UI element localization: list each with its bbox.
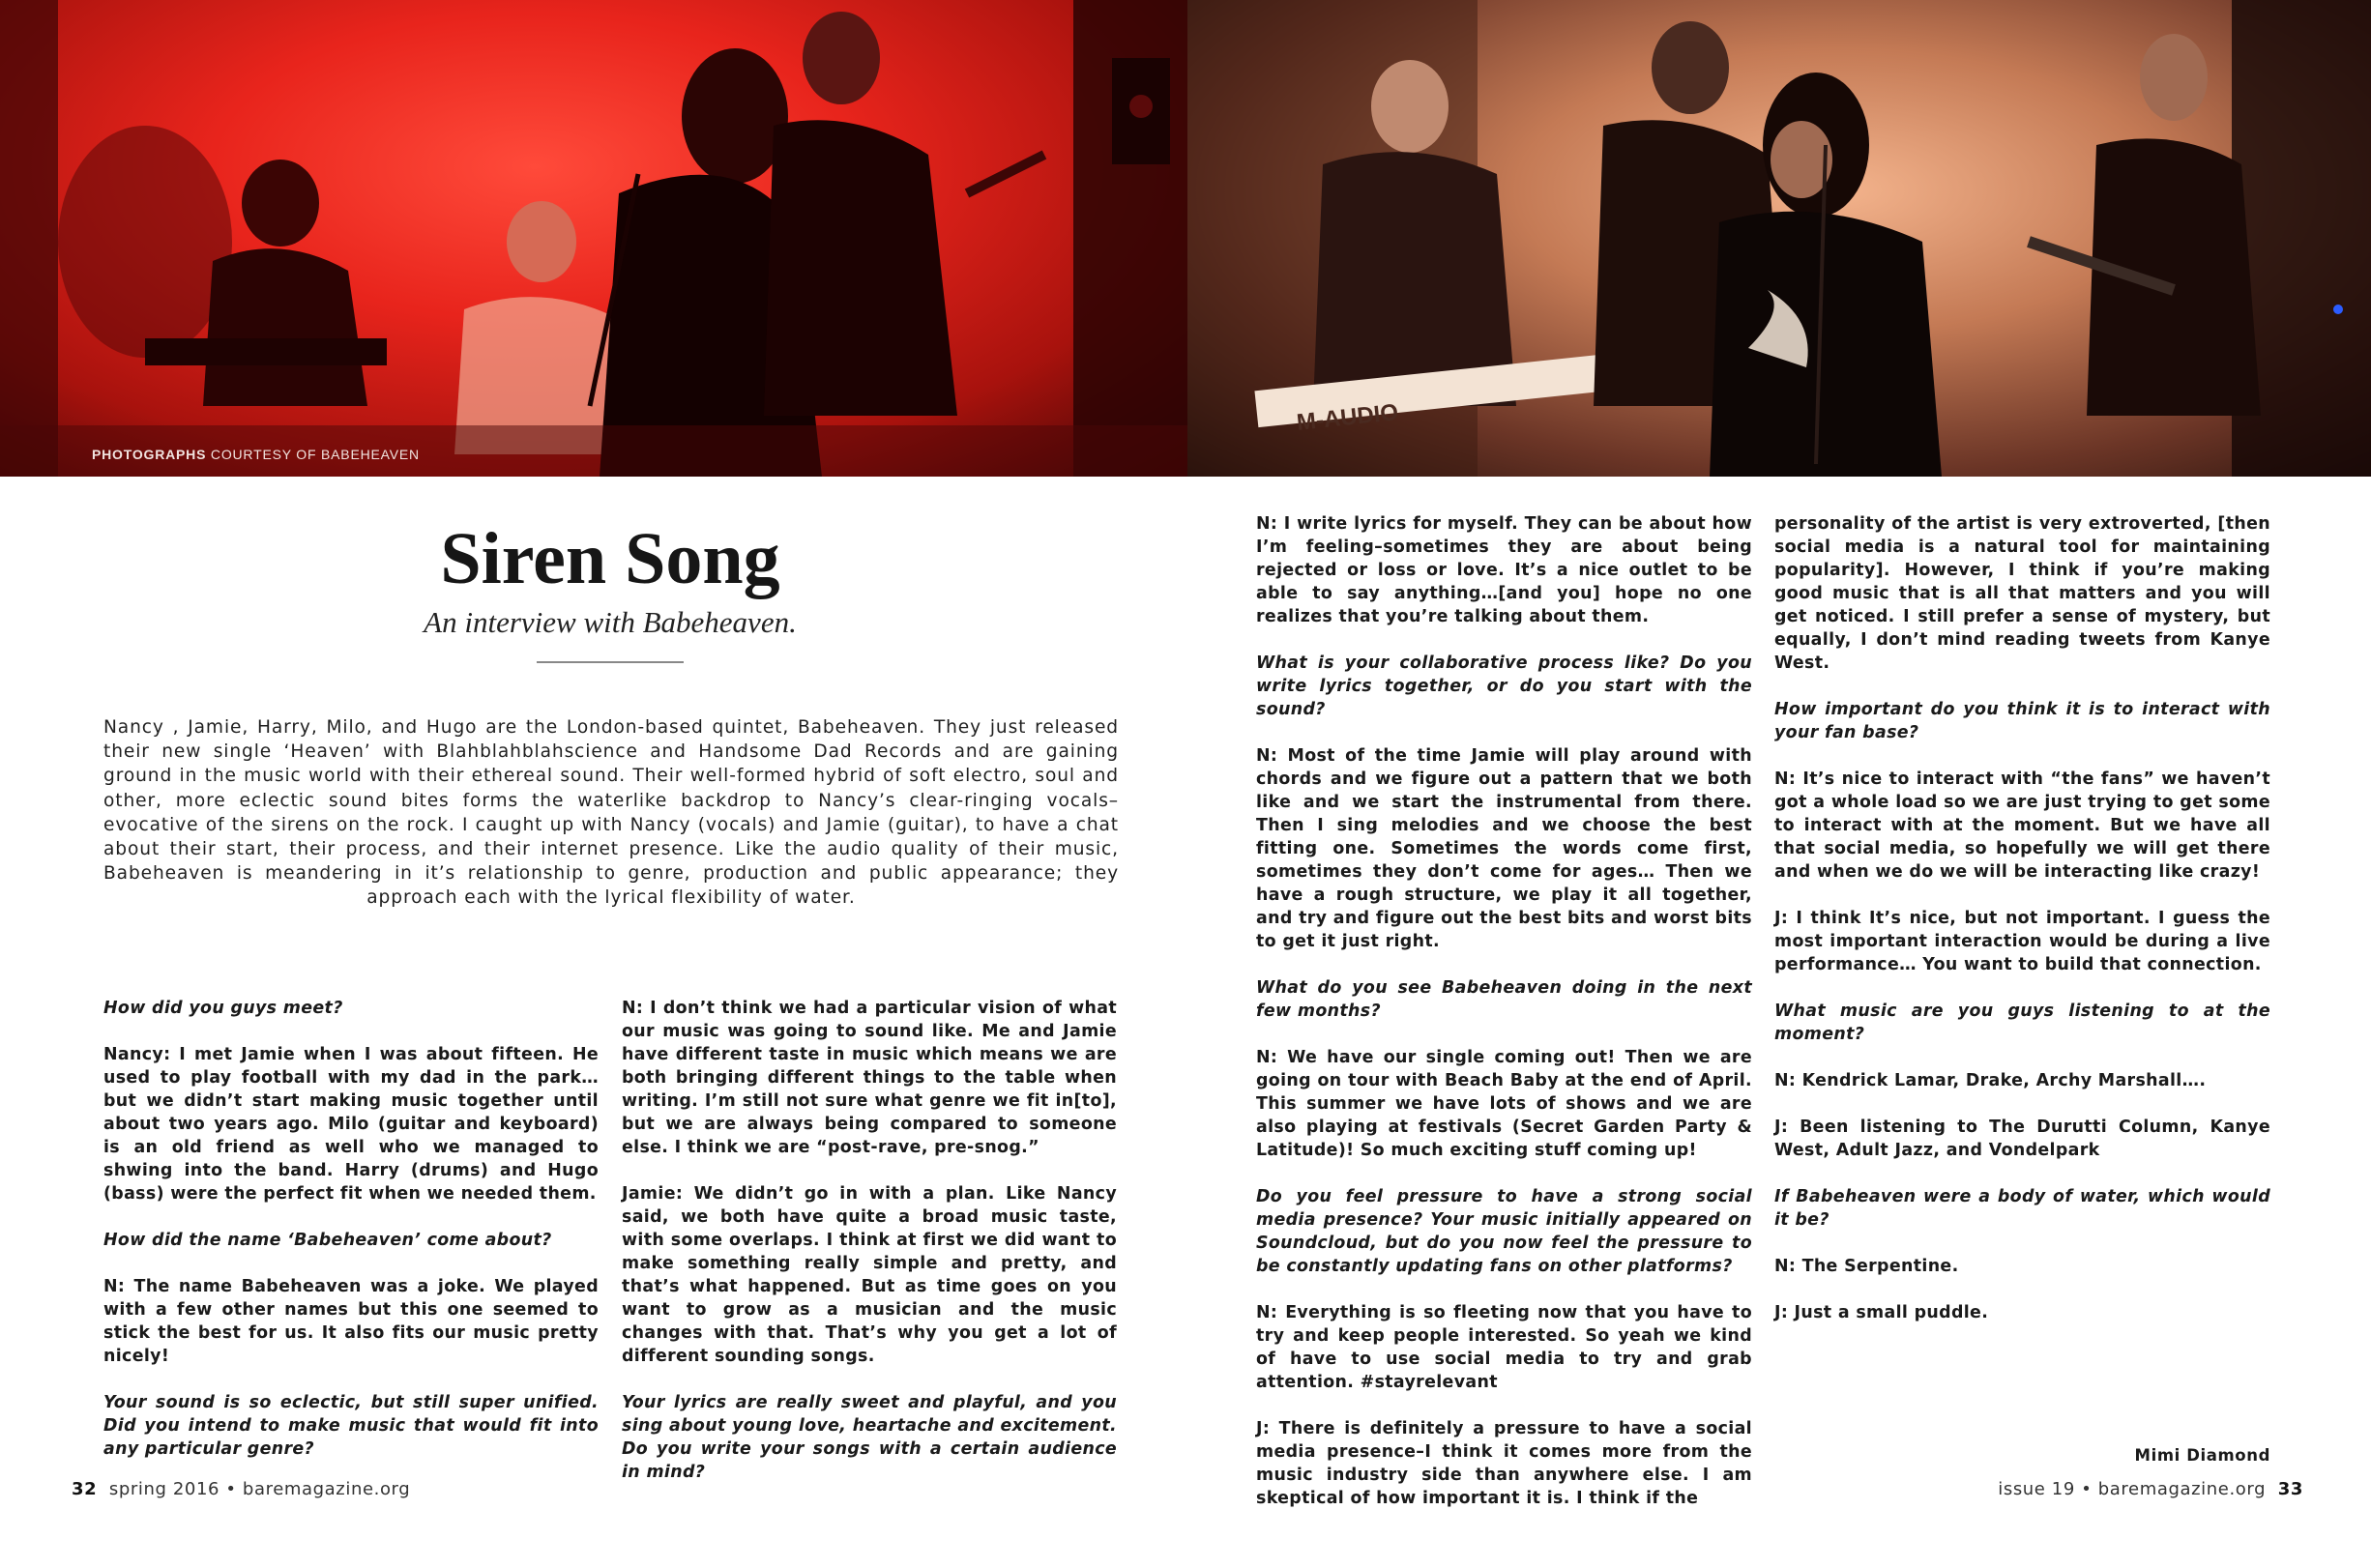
- footer-right-text: issue 19 • baremagazine.org: [1998, 1479, 2267, 1499]
- interview-answer: N: It’s nice to interact with “the fans” we haven’t got a whole load so we are just trying to get some to interact with at the moment. But we have all that social media, so hopefully we will get there and when we do we will be interacting like crazy!: [1774, 769, 2270, 882]
- article-subtitle: An interview with Babeheaven.: [424, 605, 797, 639]
- interview-answer: N: The Serpentine.: [1774, 1257, 1959, 1276]
- photo-credit-source: COURTESY OF BABEHEAVEN: [206, 447, 420, 462]
- interview-question: If Babeheaven were a body of water, which would it be?: [1774, 1187, 2270, 1230]
- interview-answer: J: I think It’s nice, but not important. I guess the most important interaction would be during a live performance… You want to build that connection.: [1774, 909, 2270, 974]
- band-photo-red: [0, 0, 1187, 477]
- interview-answer: Nancy: I met Jamie when I was about fifteen. He used to play football with my dad in the park… but we didn’t start making music together until about two years ago. Milo (guitar and keyboard) is an old friend as well who we managed to shwing into the band. Harry (drums) and Hugo (bass) were the perfect fit when we needed them.: [103, 1045, 599, 1204]
- column-4: [1774, 512, 2270, 1348]
- photo-credit-label: PHOTOGRAPHS: [92, 447, 207, 462]
- photo-credit: [92, 447, 420, 462]
- article-heading: [97, 518, 1124, 663]
- footer-left: [72, 1479, 410, 1499]
- interview-answer: N: I don’t think we had a particular vision of what our music was going to sound like. Me and Jamie have different taste in music which means we are both bringing different things to the table when writing. I’m still not sure what genre we fit in[to], but we are always being compared to someone else. I think we are “post-rave, pre-snog.”: [622, 999, 1117, 1157]
- interview-question: Your sound is so eclectic, but still super unified. Did you intend to make music that would fit into any particular genre?: [103, 1393, 599, 1459]
- column-1: [103, 997, 599, 1484]
- interview-answer: J: Just a small puddle.: [1774, 1303, 1989, 1322]
- interview-answer: N: Kendrick Lamar, Drake, Archy Marshall….: [1774, 1071, 2207, 1090]
- column-3: [1256, 512, 1752, 1533]
- interview-question: Do you feel pressure to have a strong social media presence? Your music initially appeared on Soundcloud, but do you now feel the pressure to be constantly updating fans on other platforms?: [1256, 1187, 1752, 1276]
- article-title: Siren Song: [440, 518, 780, 599]
- article-intro: Nancy , Jamie, Harry, Milo, and Hugo are the London-based quintet, Babeheaven. They just released their new single ‘Heaven’ with Blahblahblahscience and Handsome Dad Records and are gaining ground in the music world with their ethereal sound. Their well-formed hybrid of soft electro, soul and other, more eclectic sound bites forms the waterlike backdrop to Nancy’s clear-ringing vocals–evocative of the sirens on the rock. I caught up with Nancy (vocals) and Jamie (guitar), to have a chat about their start, their process, and their internet presence. Like the audio quality of their music, Babeheaven is meandering in it’s relationship to genre, production and public appearance; they approach each with the lyrical flexibility of water.: [103, 717, 1119, 909]
- interview-answer: Jamie: We didn’t go in with a plan. Like Nancy said, we both have quite a broad music taste, with some overlaps. I think at first we did want to make something really simple and pretty, and that’s what happened. But as time goes on you want to grow as a musician and the music changes with that. That’s why you get a lot of different sounding songs.: [622, 1184, 1117, 1366]
- band-photo-warm: [1187, 0, 2371, 477]
- interview-answer: personality of the artist is very extroverted, [then social media is a natural tool for maintaining popularity]. However, I think if you’re making good music that is all that matters and you will get noticed. I still prefer a sense of mystery, but equally, I don’t mind reading tweets from Kanye West.: [1774, 514, 2270, 673]
- interview-question: What music are you guys listening to at the moment?: [1774, 1002, 2270, 1044]
- page-number-right: 33: [2277, 1479, 2303, 1499]
- keyboard-brand-label: M-AUDIO: [1295, 399, 1400, 436]
- page-number-left: 32: [72, 1479, 98, 1499]
- interview-question: What is your collaborative process like? Do you write lyrics together, or do you start with the sound?: [1256, 653, 1752, 719]
- interview-answer: N: Everything is so fleeting now that you have to try and keep people interested. So yeah we kind of have to use social media to try and grab attention. #stayrelevant: [1256, 1303, 1752, 1392]
- footer-right: [1998, 1479, 2303, 1499]
- column-2: [622, 997, 1117, 1507]
- interview-answer: N: The name Babeheaven was a joke. We played with a few other names but this one seemed to stick the best for us. It also fits our music pretty nicely!: [103, 1277, 599, 1366]
- interview-question: What do you see Babeheaven doing in the next few months?: [1256, 978, 1752, 1021]
- interview-answer: N: We have our single coming out! Then we are going on tour with Beach Baby at the end of April. This summer we have lots of shows and we are also playing at festivals (Secret Garden Party & Latitude)! So much exciting stuff coming up!: [1256, 1048, 1752, 1160]
- interview-answer: J: Been listening to The Durutti Column, Kanye West, Adult Jazz, and Vondelpark: [1774, 1118, 2270, 1160]
- interview-question: How did you guys meet?: [103, 999, 343, 1018]
- interview-answer: J: There is definitely a pressure to have a social media presence–I think it comes more from the music industry side than anywhere else. I am skeptical of how important it is. I think if the: [1256, 1419, 1752, 1508]
- interview-question: How did the name ‘Babeheaven’ come about?: [103, 1231, 552, 1250]
- author-byline: Mimi Diamond: [2134, 1446, 2270, 1465]
- footer-left-text: spring 2016 • baremagazine.org: [108, 1479, 411, 1499]
- interview-question: How important do you think it is to interact with your fan base?: [1774, 700, 2270, 742]
- interview-answer: N: I write lyrics for myself. They can be about how I’m feeling–sometimes they are about being rejected or loss or love. It’s a nice outlet to be able to say anything…[and you] hope no one realizes that you’re talking about them.: [1256, 514, 1752, 626]
- interview-answer: N: Most of the time Jamie will play around with chords and we figure out a pattern that we both like and we start the instrumental from there. Then I sing melodies and we choose the best fitting one. Sometimes the words come first, sometimes they don’t come for ages… Then we have a rough structure, we play it all together, and try and figure out the best bits and worst bits to get it just right.: [1256, 746, 1752, 951]
- interview-question: Your lyrics are really sweet and playful, and you sing about young love, heartache and excitement. Do you write your songs with a certain audience in mind?: [622, 1393, 1117, 1482]
- title-divider: [537, 661, 684, 663]
